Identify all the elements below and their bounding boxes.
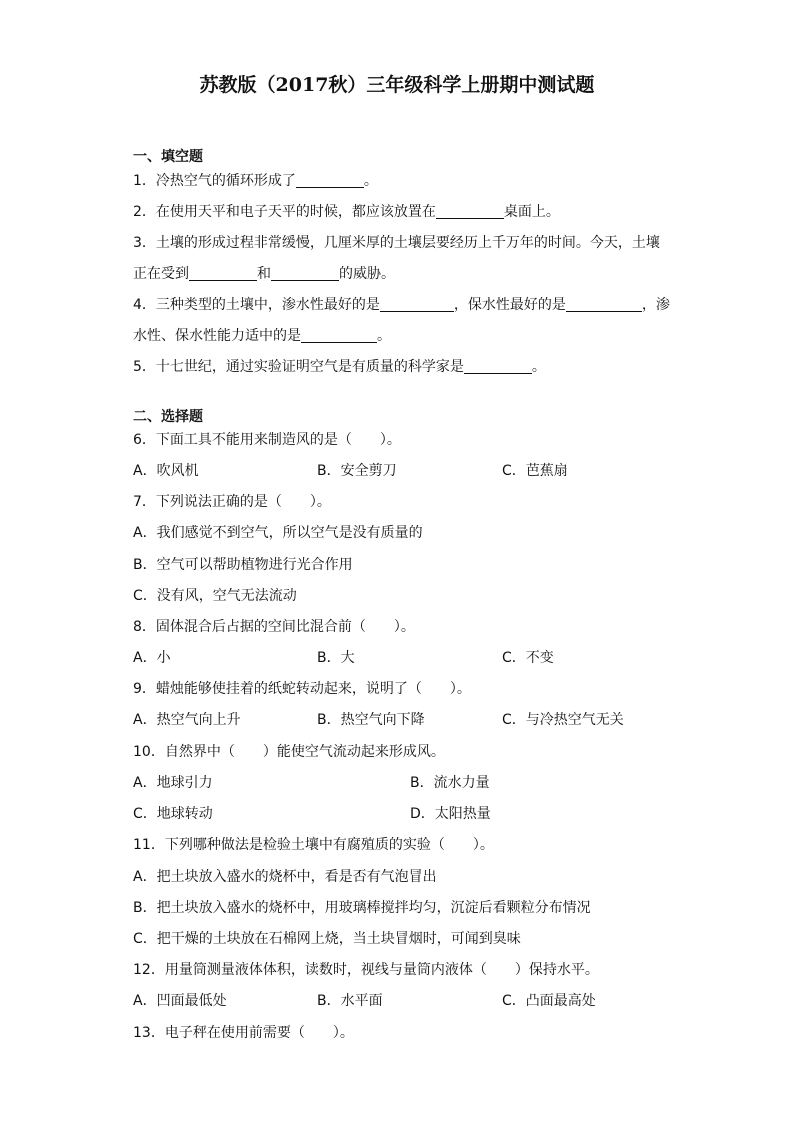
option-c: C．凸面最高处 <box>502 993 596 1009</box>
question-text: ，保水性最好的是 <box>453 297 566 313</box>
answer-blank[interactable] <box>296 173 364 188</box>
option-b: B．大 <box>317 650 355 666</box>
option-c: C．与冷热空气无关 <box>502 712 624 728</box>
question-7-stem: 7．下列说法正确的是（ ）。 <box>133 494 331 510</box>
option-b: B．安全剪刀 <box>317 463 397 479</box>
answer-blank[interactable] <box>436 204 504 219</box>
question-text: 1．冷热空气的循环形成了 <box>133 173 296 189</box>
option-a: A．吹风机 <box>133 463 199 479</box>
question-12-stem: 12．用量筒测量液体体积，读数时，视线与量筒内液体（ ）保持水平。 <box>133 962 599 978</box>
question-2 <box>133 203 560 221</box>
option-a: A．凹面最低处 <box>133 993 227 1009</box>
option-d: D．太阳热量 <box>410 806 491 822</box>
question-6-stem: 6．下面工具不能用来制造风的是（ ）。 <box>133 432 401 448</box>
question-text: 桌面上。 <box>503 204 560 220</box>
question-13-stem: 13．电子秤在使用前需要（ ）。 <box>133 1025 354 1041</box>
option-a: A．地球引力 <box>133 775 213 791</box>
question-5 <box>133 358 546 376</box>
option-a: A．我们感觉不到空气，所以空气是没有质量的 <box>133 525 423 541</box>
option-c: C．芭蕉扇 <box>502 463 568 479</box>
question-8-stem: 8．固体混合后占据的空间比混合前（ ）。 <box>133 619 415 635</box>
answer-blank[interactable] <box>271 266 339 281</box>
question-text: 水性、保水性能力适中的是 <box>133 328 301 344</box>
option-c: C．不变 <box>502 650 554 666</box>
question-9-stem: 9．蜡烛能够使挂着的纸蛇转动起来，说明了（ ）。 <box>133 681 471 697</box>
option-c: C．地球转动 <box>133 806 213 822</box>
question-3-line-1: 3．土壤的形成过程非常缓慢，几厘米厚的土壤层要经历上千万年的时间。今天，土壤 <box>133 235 660 251</box>
option-b: B．热空气向下降 <box>317 712 425 728</box>
section-heading-multiple-choice: 二、选择题 <box>133 409 203 425</box>
question-text: 和 <box>257 266 271 282</box>
question-3-line-2 <box>133 265 395 283</box>
option-a: A．把土块放入盛水的烧杯中，看是否有气泡冒出 <box>133 869 437 885</box>
page-title: 苏教版（2017秋）三年级科学上册期中测试题 <box>199 74 595 96</box>
answer-blank[interactable] <box>566 297 642 312</box>
question-text: ，渗 <box>641 297 670 313</box>
question-text: 。 <box>531 359 546 375</box>
question-text: 。 <box>377 328 391 344</box>
question-4-line-1 <box>133 296 670 314</box>
question-text: 4．三种类型的土壤中，渗水性最好的是 <box>133 297 380 313</box>
answer-blank[interactable] <box>301 328 377 343</box>
option-b: B．把土块放入盛水的烧杯中，用玻璃棒搅拌均匀，沉淀后看颗粒分布情况 <box>133 900 591 916</box>
option-b: B．流水力量 <box>410 775 490 791</box>
option-c: C．没有风，空气无法流动 <box>133 588 297 604</box>
question-1 <box>133 172 378 190</box>
question-text: 的威胁。 <box>339 266 395 282</box>
question-11-stem: 11．下列哪种做法是检验土壤中有腐殖质的实验（ ）。 <box>133 837 494 853</box>
question-text: 正在受到 <box>133 266 189 282</box>
answer-blank[interactable] <box>464 359 532 374</box>
question-10-stem: 10．自然界中（ ）能使空气流动起来形成风。 <box>133 744 445 760</box>
question-4-line-2 <box>133 327 391 345</box>
option-a: A．热空气向上升 <box>133 712 241 728</box>
answer-blank[interactable] <box>380 297 454 312</box>
section-heading-fill-blank: 一、填空题 <box>133 149 203 165</box>
question-text: 2．在使用天平和电子天平的时候，都应该放置在 <box>133 204 436 220</box>
option-b: B．空气可以帮助植物进行光合作用 <box>133 557 353 573</box>
question-text: 。 <box>363 173 378 189</box>
option-b: B．水平面 <box>317 993 383 1009</box>
option-c: C．把干燥的土块放在石棉网上烧，当土块冒烟时，可闻到臭味 <box>133 931 521 947</box>
question-text: 5．十七世纪，通过实验证明空气是有质量的科学家是 <box>133 359 464 375</box>
option-a: A．小 <box>133 650 171 666</box>
answer-blank[interactable] <box>189 266 257 281</box>
